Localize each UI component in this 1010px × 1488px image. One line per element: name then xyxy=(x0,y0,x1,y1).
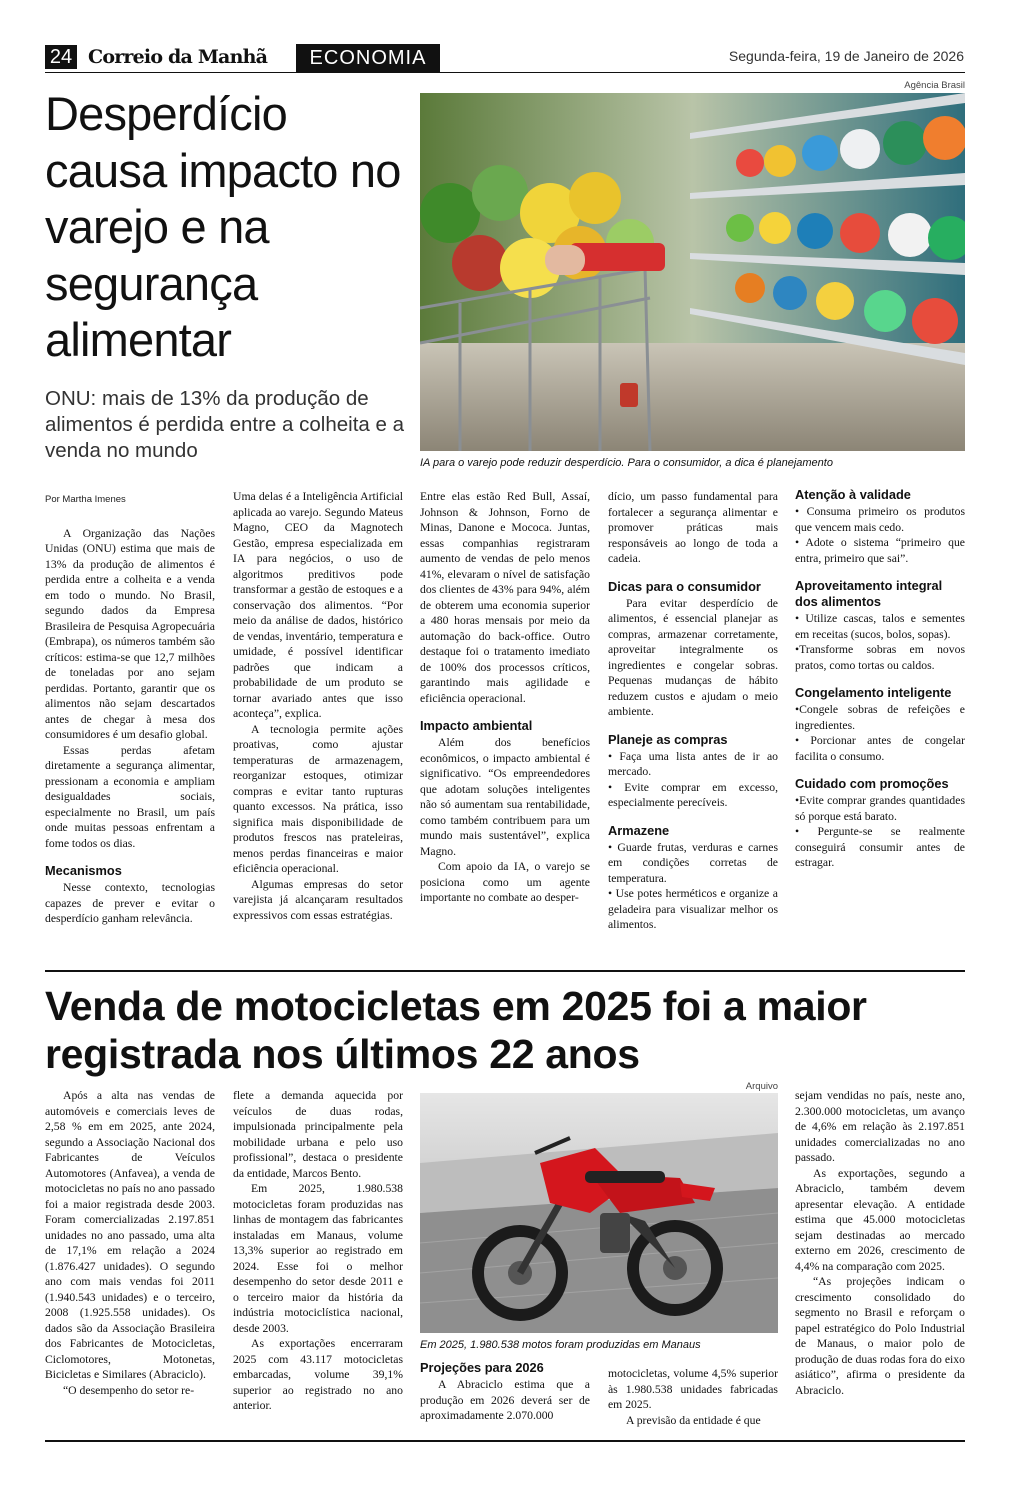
article2-column-1 xyxy=(45,1088,215,1398)
article-divider xyxy=(45,970,965,972)
subheading-validade: Atenção à validade xyxy=(795,487,911,502)
bullet-item: •Evite comprar grandes quantidades só porque está barato. xyxy=(795,794,965,823)
paragraph: A tecnologia permite ações proativas, como ajustar temperaturas de armazenagem, reorganizar estoques, otimizar compras e evitar tanto rupturas quanto excessos. Na prática, isso significa mais disponibilidade de produtos frescos nas prateleiras, menos perdas financeiras e maior eficiência operacional. xyxy=(233,722,403,875)
paragraph: Nesse contexto, tecnologias capazes de prever e evitar o desperdício ganham relevância. xyxy=(45,881,215,925)
paragraph: A previsão da entidade é que xyxy=(626,1413,761,1427)
bullet-item: •Transforme sobras em novos pratos, como tortas ou caldos. xyxy=(795,643,965,672)
motorcycle-illustration xyxy=(420,1093,778,1333)
paragraph: Além dos benefícios econômicos, o impacto ambiental é significativo. “Os empreendedores que adotam soluções inteligentes não só aumentam sua rentabilidade, como também contribuem para um mundo mais sustentável”, explica Magno. xyxy=(420,736,590,858)
subheading-planeje: Planeje as compras xyxy=(608,731,728,747)
article2-column-4 xyxy=(608,1366,778,1428)
paragraph: As exportações, segundo a Abraciclo, também devem apresentar elevação. A entidade estima que 45.000 motocicletas sejam destinadas ao mercado externo em 2026, crescimento de 4,4% na comparação com 2025. xyxy=(795,1166,965,1273)
photo2-credit: Arquivo xyxy=(745,1081,778,1092)
paragraph: Após a alta nas vendas de automóveis e comerciais leves de 2,58 % em em 2025, ante 2024, segundo a Associação Nacional dos Fabricantes de Veículos Automotores (Anfavea), a venda de motocicletas no país no ano passado foi a maior registrada desde 2003. Foram comercializadas 2.197.851 unidades no ano passado, uma alta de 17,1% em relação a 2024 (1.876.427 unidades). O segundo ano com mais vendas foi 2011 (1.940.543 unidades) e o terceiro, 2008 (1.925.558 unidades). Os dados são da Associação Brasileira dos Fabricantes de Motocicletas, Ciclomotores, Motonetas, Bicicletas e Similares (Abraciclo). xyxy=(45,1089,215,1381)
paragraph: A Abraciclo estima que a produção em 2026 deverá ser de aproximadamente 2.070.000 xyxy=(420,1378,590,1422)
paragraph: “O desempenho do setor re- xyxy=(63,1383,195,1397)
paragraph: motocicletas, volume 4,5% superior às 1.980.538 unidades fabricadas em 2025. xyxy=(608,1367,778,1411)
supermarket-illustration xyxy=(420,93,965,451)
bullet-item: • Pergunte-se se realmente conseguirá consumir antes de estragar. xyxy=(795,825,965,869)
article1-column-1 xyxy=(45,490,215,927)
paragraph: Com apoio da IA, o varejo se posiciona como um agente importante no combate ao desper- xyxy=(420,860,590,904)
byline: Por Martha Imenes xyxy=(45,494,126,505)
motorcycle-photo xyxy=(420,1093,778,1333)
paragraph: Em 2025, 1.980.538 motocicletas foram produzidas nas linhas de montagem das fabricantes instaladas em Manaus, volume 13,3% superior ao registrado em 2024. Esse foi o melhor desempenho do setor desde 2011 e o terceiro maior da história da indústria motociclística nacional, desde 2003. xyxy=(233,1182,403,1335)
paragraph: Algumas empresas do setor varejista já alcançaram resultados expressivos com essas estratégias. xyxy=(233,877,403,922)
paragraph: flete a demanda aquecida por veículos de duas rodas, impulsionada principalmente pela mobilidade urbana e pelo uso profissional”, destaca o presidente da entidade, Marcos Bento. xyxy=(233,1089,403,1180)
article2-column-2 xyxy=(233,1088,403,1414)
subheading-aproveitamento: Aproveitamento integral dos alimentos xyxy=(795,578,943,609)
subheading-mecanismos: Mecanismos xyxy=(45,863,122,878)
paragraph: As exportações encerraram 2025 com 43.117 motocicletas embarcadas, volume 39,1% superior ao registrado no ano anterior. xyxy=(233,1337,403,1412)
bottom-rule xyxy=(45,1440,965,1442)
article1-column-3 xyxy=(420,489,590,906)
paragraph: A Organização das Nações Unidas (ONU) estima que mais de 13% da produção de alimentos é perdida entre a colheita e a venda em todo o mundo. No Brasil, segundo dados da Empresa Brasileira de Pesquisa Agropecuária (Embrapa), os números também são críticos: estima-se que 12,7 milhões de toneladas por ano sejam perdidas. Portanto, garantir que os alimentos não sejam descartados antes de chegar à mesa dos consumidores é um desafio global. xyxy=(45,526,215,741)
subheading-congelamento: Congelamento inteligente xyxy=(795,685,952,700)
paragraph: Essas perdas afetam diretamente a segurança alimentar, pressionam a economia e ampliam desigualdades sociais, especialmente no Brasil, um país onde muitas pessoas enfrentam a fome todos os dias. xyxy=(45,743,215,850)
masthead-logo: Correio da Manhã xyxy=(88,46,268,68)
photo1-credit: Agência Brasil xyxy=(904,80,965,91)
paragraph: Entre elas estão Red Bull, Assaí, Johnson & Johnson, Forno de Minas, Danone e Mococa. Juntas, essas companhias registraram aumento de vendas de pelo menos 41%, elevaram o nível de satisfação dos clientes de 43% para 94%, além de obterem uma economia superior a 480 horas mensais por meio da automação do back-office. Outro destaque foi o tratamento imediato de 100% dos processos críticos, garantindo mais agilidade e eficiência operacional. xyxy=(420,490,590,705)
article2-column-5 xyxy=(795,1088,965,1398)
article2-headline: Venda de motocicletas em 2025 foi a maior registrada nos últimos 22 anos xyxy=(45,983,867,1077)
paragraph: sejam vendidas no país, neste ano, 2.300.000 motocicletas, um avanço de 4,6% em relação às 2.197.851 unidades comercializadas no ano passado. xyxy=(795,1089,965,1164)
article1-column-5 xyxy=(795,487,965,871)
paragraph: dício, um passo fundamental para fortalecer a segurança alimentar e promover práticas mais responsáveis ao longo de toda a cadeia. xyxy=(608,490,778,565)
bullet-item: • Faça uma lista antes de ir ao mercado. xyxy=(608,749,778,778)
subheading-promocoes: Cuidado com promoções xyxy=(795,776,949,791)
bullet-item: • Evite comprar em excesso, especialmente perecíveis. xyxy=(608,780,778,809)
section-label: ECONOMIA xyxy=(296,44,440,72)
article1-deck: ONU: mais de 13% da produção de alimentos é perdida entre a colheita e a venda no mundo xyxy=(45,387,404,462)
bullet-item: • Adote o sistema “primeiro que entra, primeiro que sai”. xyxy=(795,536,965,565)
bullet-item: • Use potes herméticos e organize a geladeira para visualizar melhor os alimentos. xyxy=(608,887,778,931)
paragraph: Uma delas é a Inteligência Artificial aplicada ao varejo. Segundo Mateus Magno, CEO da Magnotech Gestão, empresa especializada em IA para negócios, o uso de algoritmos preditivos pode transformar a gestão de estoques e a conservação dos alimentos. “Por meio da análise de dados, histórico de vendas, inventário, temperatura e umidade, é possível identificar padrões que indicam a probabilidade de um produto se tornar avariado antes que isso aconteça”, explica. xyxy=(233,490,403,720)
supermarket-photo xyxy=(420,93,965,451)
article1-column-2 xyxy=(233,489,403,923)
issue-date: Segunda-feira, 19 de Janeiro de 2026 xyxy=(728,48,964,64)
article2-column-3 xyxy=(420,1360,590,1424)
bullet-item: • Consuma primeiro os produtos que vencem mais cedo. xyxy=(795,505,965,534)
subheading-projecoes: Projeções para 2026 xyxy=(420,1360,544,1375)
paragraph: “As projeções indicam o crescimento consolidado do segmento no Brasil e reforçam o papel estratégico do Polo Industrial de Manaus, o maior polo de produção de duas rodas fora do eixo asiático”, afirma o presidente da Abraciclo. xyxy=(795,1275,965,1397)
bullet-item: • Guarde frutas, verduras e carnes em condições corretas de temperatura. xyxy=(608,840,778,885)
bullet-item: • Utilize cascas, talos e sementes em receitas (sucos, bolos, sopas). xyxy=(795,612,965,641)
subheading-dicas: Dicas para o consumidor xyxy=(608,578,761,594)
subheading-impacto-ambiental: Impacto ambiental xyxy=(420,718,533,733)
page-number: 24 xyxy=(45,45,77,69)
bullet-item: •Congele sobras de refeições e ingredientes. xyxy=(795,703,965,732)
paragraph: Para evitar desperdício de alimentos, é essencial planejar as compras, armazenar corretamente, aproveitar integralmente os ingredientes e congelar sobras. Pequenas mudanças de hábito reduzem custos e ajudam o meio ambiente. xyxy=(608,596,778,718)
bullet-item: • Porcionar antes de congelar facilita o consumo. xyxy=(795,734,965,763)
subheading-armazene: Armazene xyxy=(608,822,670,838)
photo2-caption: Em 2025, 1.980.538 motos foram produzidas em Manaus xyxy=(420,1339,701,1351)
photo1-caption: IA para o varejo pode reduzir desperdício. Para o consumidor, a dica é planejamento xyxy=(420,457,833,469)
article1-headline: Desperdício causa impacto no varejo e na segurança alimentar xyxy=(45,87,401,366)
article1-column-4 xyxy=(608,489,778,933)
header-rule xyxy=(45,72,965,73)
